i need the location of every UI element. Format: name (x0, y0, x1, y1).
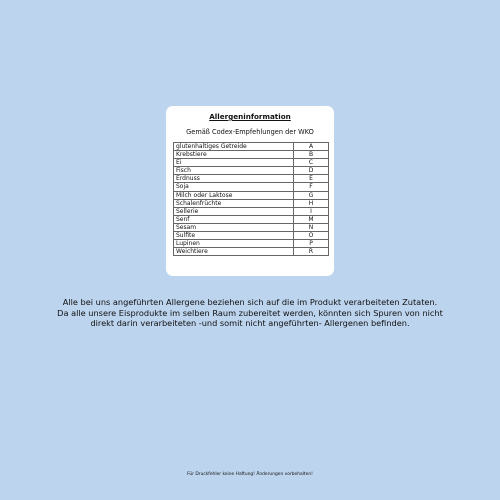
allergen-name: Sesam (174, 223, 294, 231)
allergen-code: D (294, 167, 329, 175)
allergen-row (174, 223, 329, 231)
allergen-row (174, 159, 329, 167)
allergen-code: F (294, 183, 329, 191)
allergen-name: Lupinen (174, 240, 294, 248)
footer-disclaimer: Für Druckfehler keine Haftung! Änderungen vorbehalten! (187, 472, 313, 477)
note-line-3: direkt darin verarbeiteten -und somit nicht angeführten- Allergenen befinden. (90, 318, 410, 328)
allergen-row (174, 151, 329, 159)
allergen-row (174, 191, 329, 199)
allergen-note (20, 297, 480, 329)
allergen-name: Schalenfrüchte (174, 199, 294, 207)
allergen-code: M (294, 215, 329, 223)
allergen-code: N (294, 223, 329, 231)
allergen-name: Senf (174, 215, 294, 223)
allergen-name: Sulfite (174, 232, 294, 240)
allergen-row (174, 199, 329, 207)
allergen-code: A (294, 143, 329, 151)
allergen-name: Erdnuss (174, 175, 294, 183)
allergen-code: C (294, 159, 329, 167)
note-line-2: Da alle unsere Eisprodukte im selben Raum zubereitet werden, könnten sich Spuren von nicht (57, 307, 443, 318)
allergen-row (174, 143, 329, 151)
allergen-code: O (294, 232, 329, 240)
allergen-code: E (294, 175, 329, 183)
allergen-name: Ei (174, 159, 294, 167)
allergen-name: Krebstiere (174, 151, 294, 159)
allergen-row (174, 167, 329, 175)
card-title: Allergeninformation (209, 112, 291, 121)
allergen-row (174, 207, 329, 215)
allergen-name: Fisch (174, 167, 294, 175)
allergen-code: R (294, 248, 329, 256)
allergen-row (174, 183, 329, 191)
allergen-code: P (294, 240, 329, 248)
allergen-info-card (166, 106, 334, 276)
allergen-code: I (294, 207, 329, 215)
allergen-code: G (294, 191, 329, 199)
allergen-name: Soja (174, 183, 294, 191)
note-line-1: Alle bei uns angeführten Allergene beziehen sich auf die im Produkt verarbeiteten Zutaten. (62, 297, 438, 307)
allergen-row (174, 175, 329, 183)
allergen-name: Milch oder Laktose (174, 191, 294, 199)
card-subtitle: Gemäß Codex-Empfehlungen der WKO (186, 128, 314, 136)
allergen-code: H (294, 199, 329, 207)
allergen-row (174, 248, 329, 256)
allergen-row (174, 240, 329, 248)
allergen-name: glutenhaltiges Getreide (174, 143, 294, 151)
allergen-row (174, 232, 329, 240)
allergen-name: Weichtiere (174, 248, 294, 256)
allergen-row (174, 215, 329, 223)
allergen-name: Sellerie (174, 207, 294, 215)
allergen-table (173, 142, 329, 256)
allergen-code: B (294, 151, 329, 159)
